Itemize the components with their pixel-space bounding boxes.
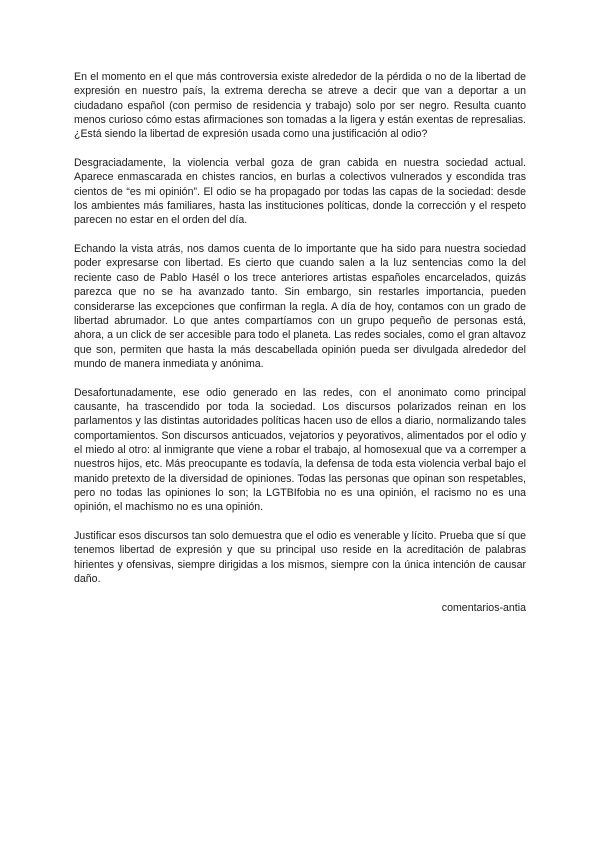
author-signature: comentarios-antia [441, 601, 526, 614]
document-body [74, 70, 526, 615]
paragraph-3: Echando la vista atrás, nos damos cuenta de lo importante que ha sido para nuestra sociedad poder expresarse con libertad. Es cierto que cuando salen a la luz sentencias como la del reciente caso de Pablo Hasél o los trece anteriores artistas españoles encarcelados, quizás parezca que no se ha avanzado tanto. Sin embargo, sin restarles importancia, pueden considerarse las excepciones que confirman la regla. A día de hoy, contamos con un grado de libertad abrumador. Lo que antes compartíamos con un grupo pequeño de personas está, ahora, a un click de ser accesible para todo el planeta. Las redes sociales, como el gran altavoz que son, permiten que hasta la más descabellada opinión pueda ser divulgada alrededor del mundo de manera inmediata y anónima. [74, 243, 526, 370]
paragraph-1: En el momento en el que más controversia existe alrededor de la pérdida o no de la libertad de expresión en nuestro país, la extrema derecha se atreve a decir que van a deportar a un ciudadano español (con permiso de residencia y trabajo) solo por ser negro. Resulta cuanto menos curioso cómo estas afirmaciones son tomadas a la ligera y están exentas de represalias. ¿Está siendo la libertad de expresión usada como una justificación al odio? [74, 71, 526, 141]
paragraph-4: Desafortunadamente, ese odio generado en las redes, con el anonimato como principal causante, ha trascendido por toda la sociedad. Los discursos polarizados reinan en los parlamentos y las distintas autoridades políticas hacen uso de ellos a diario, normalizando tales comportamientos. Son discursos anticuados, vejatorios y peyorativos, alimentados por el odio y el miedo al otro: al inmigrante que viene a robar el trabajo, al homosexual que va a corremper a nuestros hijos, etc. Más preocupante es todavía, la defensa de toda esta violencia verbal bajo el manido pretexto de la diversidad de opiniones. Todas las personas que opinan son respetables, pero no todas las opiniones lo son; la LGTBIfobia no es una opinión, el racismo no es una opinión, el machismo no es una opinión. [74, 386, 526, 514]
paragraph-2: Desgraciadamente, la violencia verbal goza de gran cabida en nuestra sociedad actual. Aparece enmascarada en chistes rancios, en burlas a colectivos vulnerados y escondida tras cientos de “es mi opinión”. El odio se ha propagado por todas las capas de la sociedad: desde los ambientes más familiares, hasta las instituciones políticas, donde la corrección y el respeto parecen no estar en el orden del día. [74, 157, 526, 227]
paragraph-5: Justificar esos discursos tan solo demuestra que el odio es venerable y lícito. Prueba que sí que tenemos libertad de expresión y que su principal uso reside en la acreditación de palabras hirientes y ofensivas, siempre dirigidas a los mismos, siempre con la única intención de causar daño. [74, 530, 526, 586]
